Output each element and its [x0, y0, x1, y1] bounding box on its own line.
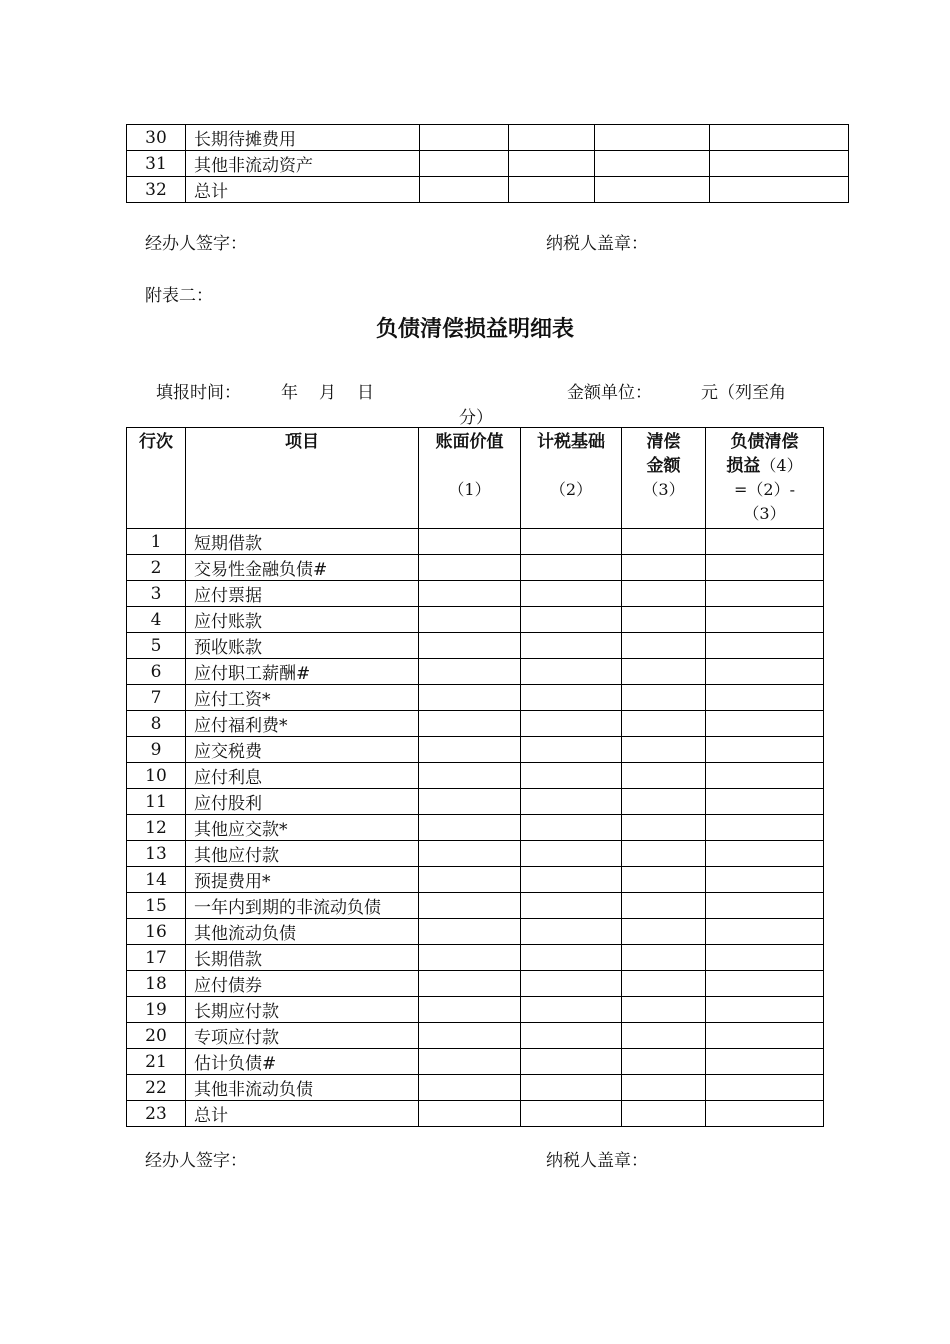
blank-cell[interactable] [509, 125, 595, 151]
blank-cell[interactable] [419, 867, 521, 893]
blank-cell[interactable] [622, 737, 706, 763]
amount-unit-label: 金额单位： [567, 383, 652, 403]
table-row [127, 841, 824, 867]
blank-cell[interactable] [419, 841, 521, 867]
blank-cell[interactable] [622, 815, 706, 841]
blank-cell[interactable] [595, 177, 710, 203]
row-number: 5 [127, 633, 186, 659]
blank-cell[interactable] [710, 151, 849, 177]
table-row [127, 763, 824, 789]
row-item: 专项应付款 [186, 1023, 419, 1049]
blank-cell[interactable] [622, 633, 706, 659]
blank-cell[interactable] [706, 581, 824, 607]
blank-cell[interactable] [595, 151, 710, 177]
row-item: 应交税费 [186, 737, 419, 763]
table-row [127, 815, 824, 841]
row-item: 其他应交款* [186, 815, 419, 841]
row-number: 32 [127, 177, 186, 203]
table-row [127, 177, 849, 203]
table-row [127, 737, 824, 763]
blank-cell[interactable] [622, 763, 706, 789]
blank-cell[interactable] [622, 581, 706, 607]
blank-cell[interactable] [622, 529, 706, 555]
blank-cell[interactable] [509, 177, 595, 203]
row-number: 1 [127, 529, 186, 555]
row-item: 短期借款 [186, 529, 419, 555]
blank-cell[interactable] [706, 997, 824, 1023]
blank-cell[interactable] [622, 893, 706, 919]
row-number: 11 [127, 789, 186, 815]
blank-cell[interactable] [521, 867, 622, 893]
blank-cell[interactable] [706, 1075, 824, 1101]
row-number: 22 [127, 1075, 186, 1101]
blank-cell[interactable] [622, 555, 706, 581]
blank-cell[interactable] [521, 789, 622, 815]
table-row [127, 151, 849, 177]
blank-cell[interactable] [622, 711, 706, 737]
blank-cell[interactable] [706, 659, 824, 685]
header-gain-line2-suffix: （4） [760, 456, 803, 475]
blank-cell[interactable] [419, 737, 521, 763]
blank-cell[interactable] [622, 971, 706, 997]
blank-cell[interactable] [521, 1049, 622, 1075]
table-row [127, 633, 824, 659]
blank-cell[interactable] [419, 633, 521, 659]
row-number: 14 [127, 867, 186, 893]
header-tax-base-label: 计税基础 [537, 432, 605, 452]
row-number: 6 [127, 659, 186, 685]
blank-cell[interactable] [710, 125, 849, 151]
row-number: 15 [127, 893, 186, 919]
row-item: 其他流动负债 [186, 919, 419, 945]
blank-cell[interactable] [622, 1049, 706, 1075]
blank-cell[interactable] [622, 1101, 706, 1127]
table-row [127, 867, 824, 893]
blank-cell[interactable] [706, 555, 824, 581]
row-number: 16 [127, 919, 186, 945]
header-book-value-sub: （1） [448, 480, 491, 499]
liability-table-body [127, 529, 824, 1127]
row-item: 应付债券 [186, 971, 419, 997]
row-item: 预提费用* [186, 867, 419, 893]
blank-cell[interactable] [419, 763, 521, 789]
blank-cell[interactable] [419, 607, 521, 633]
blank-cell[interactable] [521, 919, 622, 945]
blank-cell[interactable] [706, 1049, 824, 1075]
blank-cell[interactable] [509, 151, 595, 177]
header-tax-base-sub: （2） [549, 480, 593, 499]
table-row [127, 555, 824, 581]
blank-cell[interactable] [622, 997, 706, 1023]
row-number: 21 [127, 1049, 186, 1075]
blank-cell[interactable] [706, 607, 824, 633]
header-gain-line4: （3） [743, 504, 786, 523]
blank-cell[interactable] [706, 945, 824, 971]
row-number: 23 [127, 1101, 186, 1127]
table-row [127, 581, 824, 607]
row-number: 12 [127, 815, 186, 841]
row-number: 7 [127, 685, 186, 711]
table-row [127, 893, 824, 919]
blank-cell[interactable] [622, 867, 706, 893]
row-item: 总计 [186, 1101, 419, 1127]
row-number: 10 [127, 763, 186, 789]
row-item: 应付职工薪酬# [186, 659, 419, 685]
blank-cell[interactable] [420, 177, 509, 203]
fill-date-month: 月 [319, 383, 336, 403]
blank-cell[interactable] [521, 1023, 622, 1049]
blank-cell[interactable] [420, 151, 509, 177]
header-tax-base [521, 428, 622, 529]
row-number: 30 [127, 125, 186, 151]
blank-cell[interactable] [706, 893, 824, 919]
appendix-label: 附表二： [145, 286, 213, 306]
blank-cell[interactable] [706, 789, 824, 815]
blank-cell[interactable] [521, 815, 622, 841]
blank-cell[interactable] [420, 125, 509, 151]
row-item: 交易性金融负债# [186, 555, 419, 581]
header-gain-loss [706, 428, 824, 529]
row-item: 长期应付款 [186, 997, 419, 1023]
header-repay-line1: 清偿 [646, 432, 681, 452]
blank-cell[interactable] [419, 971, 521, 997]
blank-cell[interactable] [521, 1101, 622, 1127]
blank-cell[interactable] [419, 945, 521, 971]
table-row [127, 789, 824, 815]
blank-cell[interactable] [521, 841, 622, 867]
blank-cell[interactable] [521, 997, 622, 1023]
blank-cell[interactable] [521, 893, 622, 919]
header-gain-line2 [706, 454, 823, 478]
blank-cell[interactable] [706, 971, 824, 997]
table-row [127, 1023, 824, 1049]
blank-cell[interactable] [706, 529, 824, 555]
header-book-value [419, 428, 521, 529]
row-number: 17 [127, 945, 186, 971]
blank-cell[interactable] [622, 607, 706, 633]
blank-cell[interactable] [521, 633, 622, 659]
blank-cell[interactable] [521, 971, 622, 997]
blank-cell[interactable] [706, 1023, 824, 1049]
blank-cell[interactable] [521, 581, 622, 607]
blank-cell[interactable] [419, 659, 521, 685]
blank-cell[interactable] [419, 685, 521, 711]
blank-cell[interactable] [706, 815, 824, 841]
table-row [127, 1075, 824, 1101]
blank-cell[interactable] [622, 659, 706, 685]
blank-cell[interactable] [521, 945, 622, 971]
row-number: 9 [127, 737, 186, 763]
blank-cell[interactable] [706, 737, 824, 763]
blank-cell[interactable] [521, 607, 622, 633]
row-item: 预收账款 [186, 633, 419, 659]
blank-cell[interactable] [419, 529, 521, 555]
header-gain-line3: =（2）- [734, 480, 795, 499]
amount-unit-value: 元（列至角 [701, 383, 786, 403]
blank-cell[interactable] [595, 125, 710, 151]
table-row [127, 125, 849, 151]
row-number: 13 [127, 841, 186, 867]
asset-table-body [127, 125, 849, 203]
table-row [127, 1101, 824, 1127]
row-number: 19 [127, 997, 186, 1023]
blank-cell[interactable] [419, 1049, 521, 1075]
header-repay-line2: 金额 [646, 456, 681, 476]
blank-cell[interactable] [622, 919, 706, 945]
table-row [127, 607, 824, 633]
blank-cell[interactable] [706, 841, 824, 867]
blank-cell[interactable] [706, 1101, 824, 1127]
row-item: 长期待摊费用 [186, 125, 420, 151]
blank-cell[interactable] [419, 997, 521, 1023]
blank-cell[interactable] [419, 1023, 521, 1049]
fill-date-year: 年 [281, 383, 298, 403]
blank-cell[interactable] [419, 815, 521, 841]
header-repay-sub: （3） [642, 480, 685, 499]
row-number: 4 [127, 607, 186, 633]
blank-cell[interactable] [622, 685, 706, 711]
liability-settlement-table [126, 427, 824, 1127]
table-row [127, 1049, 824, 1075]
row-item: 一年内到期的非流动负债 [186, 893, 419, 919]
table-row [127, 997, 824, 1023]
blank-cell[interactable] [706, 633, 824, 659]
amount-unit-cont: 分） [459, 408, 493, 428]
blank-cell[interactable] [706, 867, 824, 893]
blank-cell[interactable] [419, 555, 521, 581]
header-gain-line2-label: 损益 [726, 456, 761, 476]
blank-cell[interactable] [419, 893, 521, 919]
header-row-no: 行次 [127, 428, 186, 529]
blank-cell[interactable] [622, 1075, 706, 1101]
blank-cell[interactable] [419, 581, 521, 607]
row-number: 8 [127, 711, 186, 737]
row-item: 应付票据 [186, 581, 419, 607]
blank-cell[interactable] [521, 555, 622, 581]
blank-cell[interactable] [706, 763, 824, 789]
blank-cell[interactable] [419, 1075, 521, 1101]
table-row [127, 919, 824, 945]
row-item: 应付账款 [186, 607, 419, 633]
blank-cell[interactable] [521, 737, 622, 763]
row-item: 应付工资* [186, 685, 419, 711]
blank-cell[interactable] [521, 529, 622, 555]
handler-signature-label-1: 经办人签字： [145, 234, 247, 254]
blank-cell[interactable] [521, 1075, 622, 1101]
row-number: 20 [127, 1023, 186, 1049]
header-gain-line1: 负债清偿 [730, 432, 799, 452]
blank-cell[interactable] [419, 919, 521, 945]
blank-cell[interactable] [521, 711, 622, 737]
table-row [127, 529, 824, 555]
table-row [127, 711, 824, 737]
table-row [127, 659, 824, 685]
blank-cell[interactable] [622, 945, 706, 971]
blank-cell[interactable] [521, 763, 622, 789]
fill-date-label: 填报时间： [156, 383, 241, 403]
blank-cell[interactable] [521, 659, 622, 685]
row-item: 应付股利 [186, 789, 419, 815]
table-header-row [127, 428, 824, 529]
header-book-value-label: 账面价值 [435, 432, 504, 452]
page-title: 负债清偿损益明细表 [375, 317, 574, 342]
taxpayer-seal-label-1: 纳税人盖章： [546, 234, 648, 254]
asset-table-continued [126, 124, 849, 203]
taxpayer-seal-label-2: 纳税人盖章： [546, 1151, 648, 1171]
blank-cell[interactable] [622, 789, 706, 815]
blank-cell[interactable] [706, 919, 824, 945]
row-number: 31 [127, 151, 186, 177]
blank-cell[interactable] [419, 1101, 521, 1127]
row-item: 其他非流动负债 [186, 1075, 419, 1101]
blank-cell[interactable] [622, 1023, 706, 1049]
row-item: 应付利息 [186, 763, 419, 789]
blank-cell[interactable] [521, 685, 622, 711]
blank-cell[interactable] [622, 841, 706, 867]
handler-signature-label-2: 经办人签字： [145, 1151, 247, 1171]
blank-cell[interactable] [706, 711, 824, 737]
fill-date-day: 日 [357, 383, 374, 403]
table-row [127, 685, 824, 711]
header-repay-amount [622, 428, 706, 529]
row-number: 18 [127, 971, 186, 997]
row-number: 3 [127, 581, 186, 607]
row-item: 总计 [186, 177, 420, 203]
row-number: 2 [127, 555, 186, 581]
blank-cell[interactable] [419, 789, 521, 815]
header-item: 项目 [186, 428, 419, 529]
blank-cell[interactable] [706, 685, 824, 711]
row-item: 应付福利费* [186, 711, 419, 737]
blank-cell[interactable] [710, 177, 849, 203]
blank-cell[interactable] [419, 711, 521, 737]
table-row [127, 971, 824, 997]
row-item: 估计负债# [186, 1049, 419, 1075]
row-item: 长期借款 [186, 945, 419, 971]
table-row [127, 945, 824, 971]
row-item: 其他应付款 [186, 841, 419, 867]
row-item: 其他非流动资产 [186, 151, 420, 177]
